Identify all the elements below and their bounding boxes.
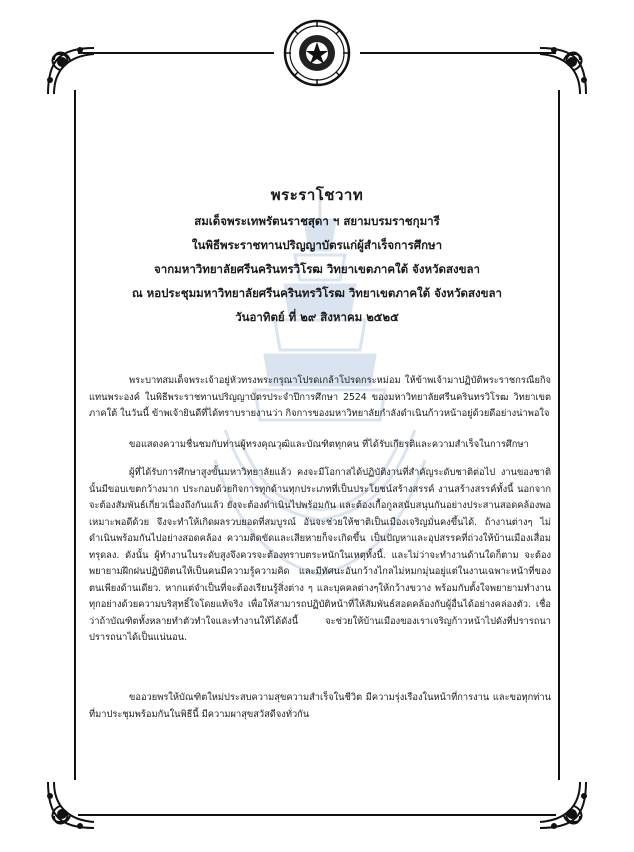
frame-top-right-line xyxy=(360,52,556,54)
corner-ornament-top-left-icon xyxy=(40,40,102,102)
frame-top-left-line xyxy=(78,52,274,54)
corner-ornament-bottom-left-icon xyxy=(40,774,102,836)
subtitle-line: ในพิธีพระราชทานปริญญาบัตรแก่ผู้สำเร็จการศึกษา xyxy=(191,238,443,252)
royal-seal-icon xyxy=(282,18,352,88)
frame-bottom-line xyxy=(78,814,556,816)
subtitle-line: จากมหาวิทยาลัยศรีนครินทรวิโรฒ วิทยาเขตภาคใต้ จังหวัดสงขลา xyxy=(154,262,480,276)
paragraph-opening: พระบาทสมเด็จพระเจ้าอยู่หัวทรงพระกรุณาโปรดเกล้าโปรดกระหม่อม ให้ข้าพเจ้ามาปฏิบัติพระราชกรณียกิจแทนพระองค์ ในพิธีพระราชทานปริญญาบัตรประจำปีการศึกษา 2524 ของมหาวิทยาลัยศรีนครินทรวิโรฒ วิทยาเขตภาคใต้ ในวันนี้ ข้าพเจ้ายินดีที่ได้ทราบรายงานว่า กิจการของมหาวิทยาลัยกำลังดำเนินก้าวหน้าอยู่ด้วยดีอย่างน่าพอใจ xyxy=(89,375,551,419)
paragraph-congratulations: ขอแสดงความชื่นชมกับท่านผู้ทรงคุณวุฒิและบัณฑิตทุกคน ที่ได้รับเกียรติและความสำเร็จในการศึกษา xyxy=(129,439,529,450)
corner-ornament-bottom-right-icon xyxy=(532,774,594,836)
document-title: พระราโชวาท xyxy=(270,186,364,204)
paragraph-blessing: ขออวยพรให้บัณฑิตใหม่ประสบความสุขความสำเร็จในชีวิต มีความรุ่งเรืองในหน้าที่การงาน และขอทุกท่านที่มาประชุมพร้อมกันในพิธีนี้ มีความผาสุขสวัสดีจงทั่วกัน xyxy=(89,692,551,720)
corner-ornament-top-right-icon xyxy=(532,40,594,102)
subtitle-line: สมเด็จพระเทพรัตนราชสุดา ฯ สยามบรมราชกุมารี xyxy=(194,214,440,228)
date-line: วันอาทิตย์ ที่ ๒๙ สิงหาคม ๒๕๒๕ xyxy=(235,310,399,324)
subtitle-line: ณ หอประชุมมหาวิทยาลัยศรีนครินทรวิโรฒ วิทยาเขตภาคใต้ จังหวัดสงขลา xyxy=(131,286,503,300)
paragraph-main-advice: ผู้ที่ได้รับการศึกษาสูงขั้นมหาวิทยาลัยแล้ว คงจะมีโอกาสได้ปฏิบัติงานที่สำคัญระดับชาติต่อไป งานของชาตินั้นมีขอบเขตกว้างมาก ประกอบด้วยกิจการทุกด้านทุกประเภทที่เป็นประโยชน์สร้างสรรค์ งานสร้างสรรค์ทั้งนี้ นอกจากจะต้องสัมพันธ์เกี่ยวเนื่องถึงกันแล้ว ยังจะต้องดำเนินไปพร้อมกัน และต้องเกื้อกูลสนับสนุนกันอย่างประสานสอดคล้องพอเหมาะพอดีด้วย จึงจะทำให้เกิดผลรวบยอดที่สมบูรณ์ อันจะช่วยให้ชาติเป็นเมืองเจริญมั่นคงขึ้นได้. ถ้างานต่างๆ ไม่ดำเนินพร้อมกันไปอย่างสอดคล้อง ความติดขัดและเสียหายก็จะเกิดขึ้น เป็นปัญหาและอุปสรรคที่ถ่วงให้บ้านเมืองเสื่อมทรุดลง. ดังนั้น ผู้ทำงานในระดับสูงจึงควรจะต้องทราบตระหนักในเหตุทั้งนี้. และไม่ว่าจะทำงานด้านใดก็ตาม จะต้องพยายามฝึกฝนปฏิบัติตนให้เป็นคนมีความรู้ความคิด และมีทัศนะอันกว้างไกลไม่หมกมุ่นอยู่แต่ในงานเฉพาะหน้าที่ของตนเพียงด้านเดียว. หากแต่จำเป็นที่จะต้องเรียนรู้สิ่งต่าง ๆ และบุคคลต่างๆให้กว้างขวาง พร้อมกับตั้งใจพยายามทำงานทุกอย่างด้วยความบริสุทธิ์ใจโดยแท้จริง เพื่อให้สามารถปฏิบัติหน้าที่ให้สัมพันธ์สอดคล้องกับผู้อื่นได้อย่างคล่องตัว. เชื่อว่าถ้าบัณฑิตทั้งหลายทำตัวทำใจและทำงานให้ได้ดังนี้ จะช่วยให้บ้านเมืองของเราเจริญก้าวหน้าไปดังที่ปรารถนาปรารถนาได้เป็นแน่นอน. xyxy=(89,467,551,643)
